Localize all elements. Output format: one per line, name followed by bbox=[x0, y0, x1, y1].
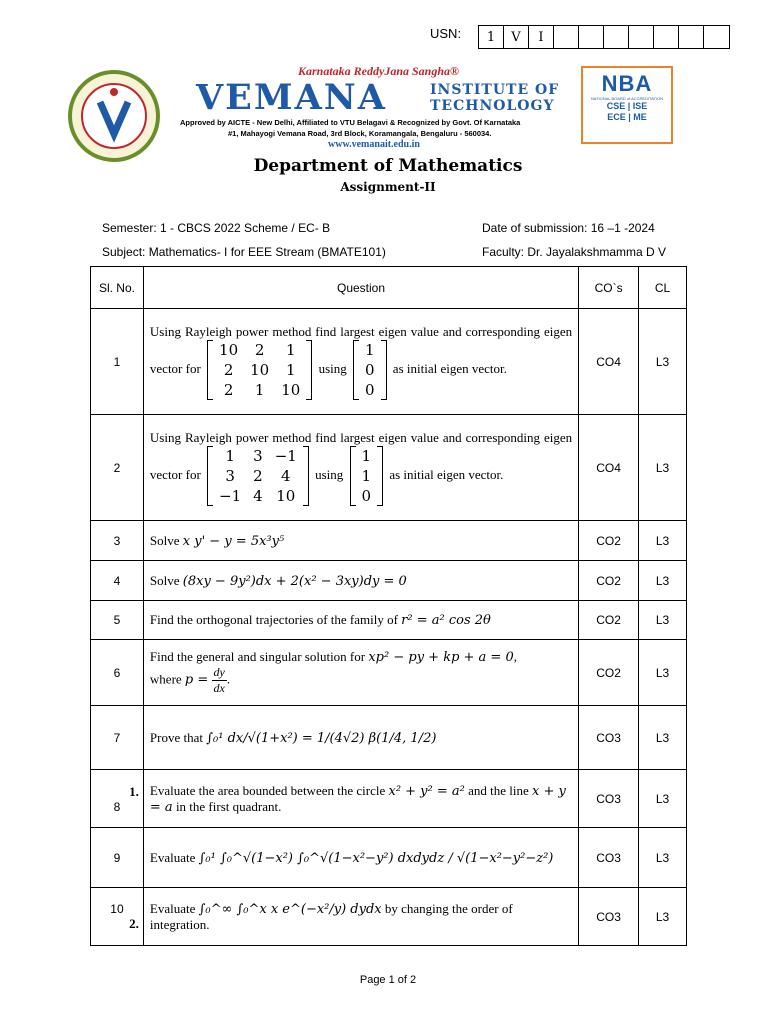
cl-value: L3 bbox=[639, 415, 687, 521]
question-prompt: Using Rayleigh power method find largest eigen value and corresponding eigen vector for bbox=[149, 323, 573, 376]
submission-date: Date of submission: 16 –1 -2024 bbox=[482, 221, 655, 235]
question-text bbox=[143, 706, 578, 770]
question-number bbox=[91, 888, 144, 946]
question-number: 3 bbox=[91, 521, 144, 561]
usn-cell bbox=[554, 26, 579, 48]
p-label: p = bbox=[184, 672, 209, 688]
using-word: using bbox=[318, 360, 347, 376]
question-text bbox=[143, 309, 578, 415]
org-address: #1, Mahayogi Vemana Road, 3rd Block, Koramangala, Bengaluru - 560034. bbox=[228, 129, 492, 138]
org-name-line1: INSTITUTE OF bbox=[430, 82, 560, 98]
cl-value: L3 bbox=[639, 640, 687, 706]
nba-logo-icon: NBA bbox=[601, 71, 653, 96]
matrix: 10 2 1 2 10 1 2 1 10 bbox=[207, 340, 312, 400]
questions-table bbox=[90, 266, 687, 946]
usn-cell bbox=[654, 26, 679, 48]
faculty-info: Faculty: Dr. Jayalakshmamma D V bbox=[482, 245, 667, 259]
cl-value: L3 bbox=[639, 601, 687, 640]
question-text bbox=[143, 601, 578, 640]
page-number: Page 1 of 2 bbox=[359, 974, 417, 986]
table-row bbox=[91, 706, 687, 770]
initial-vector: 1 0 0 bbox=[353, 340, 387, 400]
question-text bbox=[143, 521, 578, 561]
p-fraction: $\frac{dy}{dx}$ bbox=[213, 665, 225, 695]
equation: r² = a² cos 2θ bbox=[401, 613, 491, 628]
co-value: CO3 bbox=[579, 888, 639, 946]
cl-value: L3 bbox=[639, 770, 687, 828]
cl-value: L3 bbox=[639, 888, 687, 946]
header-question: Question bbox=[143, 267, 578, 309]
cl-value: L3 bbox=[639, 706, 687, 770]
cl-value: L3 bbox=[639, 828, 687, 888]
question-text: Find the general and singular solution for xp² − py + kp + a = 0, where p = $\frac{dy}{dx}$ . bbox=[143, 640, 578, 706]
question-prompt: Solve bbox=[149, 532, 180, 548]
question-text bbox=[143, 561, 578, 601]
question-suffix: by changing the order of integration. bbox=[149, 900, 513, 932]
co-value: CO2 bbox=[579, 640, 639, 706]
question-suffix: in the first quadrant. bbox=[175, 798, 282, 814]
table-row bbox=[91, 770, 687, 828]
table-row bbox=[91, 601, 687, 640]
nba-programs-2: ECE | ME bbox=[607, 112, 647, 122]
co-value: CO4 bbox=[579, 309, 639, 415]
question-text bbox=[143, 415, 578, 521]
equation-line: x + y = a bbox=[149, 783, 566, 815]
co-value: CO2 bbox=[579, 601, 639, 640]
question-number bbox=[91, 770, 144, 828]
question-text bbox=[143, 828, 578, 888]
table-row bbox=[91, 561, 687, 601]
org-approval: Approved by AICTE - New Delhi, Affiliated to VTU Belagavi & Recognized by Govt. Of Karnataka bbox=[180, 118, 521, 127]
co-value: CO2 bbox=[579, 561, 639, 601]
usn-cell: 1 bbox=[479, 26, 504, 48]
org-website: www.vemanait.edu.in bbox=[328, 139, 420, 150]
question-prompt: Using Rayleigh power method find largest eigen value and corresponding eigen vector for bbox=[149, 429, 573, 482]
question-number: 1 bbox=[91, 309, 144, 415]
nba-programs-1: CSE | ISE bbox=[606, 101, 648, 111]
assignment-title: Assignment-II bbox=[340, 180, 436, 194]
usn-cell bbox=[679, 26, 704, 48]
question-text bbox=[143, 888, 578, 946]
question-number-value: 10 bbox=[110, 901, 124, 916]
list-marker: 2. bbox=[129, 915, 139, 931]
usn-cell bbox=[629, 26, 654, 48]
question-prompt: Evaluate the area bounded between the circle bbox=[149, 782, 386, 798]
list-marker: 1. bbox=[129, 783, 139, 799]
question-prompt: Evaluate bbox=[149, 900, 196, 916]
question-suffix: as initial eigen vector. bbox=[392, 360, 507, 376]
question-prompt: Evaluate bbox=[149, 849, 196, 865]
table-header-row bbox=[91, 267, 687, 309]
usn-cell bbox=[604, 26, 629, 48]
cl-value: L3 bbox=[639, 309, 687, 415]
department-title: Department of Mathematics bbox=[253, 156, 523, 176]
subject-info: Subject: Mathematics- I for EEE Stream (BMATE101) bbox=[102, 245, 386, 259]
equation: x² + y² = a² bbox=[388, 783, 465, 799]
co-value: CO4 bbox=[579, 415, 639, 521]
co-value: CO3 bbox=[579, 828, 639, 888]
institute-emblem-icon bbox=[66, 68, 162, 164]
co-value: CO3 bbox=[579, 706, 639, 770]
question-prompt: Find the orthogonal trajectories of the family of bbox=[149, 612, 398, 627]
equation: x y' − y = 5x³y⁵ bbox=[182, 533, 285, 549]
usn-label: USN: bbox=[430, 26, 462, 41]
question-number: 7 bbox=[91, 706, 144, 770]
org-name: VEMANA bbox=[196, 77, 387, 118]
question-number: 2 bbox=[91, 415, 144, 521]
question-connector: and the line bbox=[468, 782, 529, 798]
table-row bbox=[91, 309, 687, 415]
question-prompt: Prove that bbox=[149, 729, 203, 745]
org-name-line2: TECHNOLOGY bbox=[430, 98, 555, 114]
equation: ∫₀^∞ ∫₀^x x e^(−x²/y) dydx bbox=[198, 901, 382, 917]
initial-vector: 1 1 0 bbox=[350, 446, 384, 506]
co-value: CO3 bbox=[579, 770, 639, 828]
header-sl-no: Sl. No. bbox=[91, 267, 144, 309]
question-number: 6 bbox=[91, 640, 144, 706]
question-number: 4 bbox=[91, 561, 144, 601]
question-prompt: Solve bbox=[149, 572, 180, 588]
question-number: 9 bbox=[91, 828, 144, 888]
question-number-value: 8 bbox=[113, 799, 121, 814]
question-prompt: Find the general and singular solution for bbox=[149, 649, 366, 664]
usn-cell bbox=[579, 26, 604, 48]
nba-badge bbox=[581, 66, 673, 144]
table-row bbox=[91, 828, 687, 888]
org-name-suffix bbox=[430, 82, 559, 114]
nba-subtitle: NATIONAL BOARD of ACCREDITATION bbox=[590, 96, 664, 101]
question-number: 5 bbox=[91, 601, 144, 640]
org-sangha: Karnataka ReddyJana Sangha® bbox=[298, 64, 459, 78]
usn-boxes bbox=[478, 25, 730, 49]
question-text bbox=[143, 770, 578, 828]
cl-value: L3 bbox=[639, 521, 687, 561]
usn-cell: I bbox=[529, 26, 554, 48]
usn-cell bbox=[704, 26, 729, 48]
equation: ∫₀¹ ∫₀^√(1−x²) ∫₀^√(1−x²−y²) dxdydz / √(1−x²−y²−z²) bbox=[198, 850, 554, 866]
question-suffix: as initial eigen vector. bbox=[389, 466, 504, 482]
cl-value: L3 bbox=[639, 561, 687, 601]
table-row bbox=[91, 521, 687, 561]
equation: (8xy − 9y²)dx + 2(x² − 3xy)dy = 0 bbox=[182, 573, 407, 589]
matrix: 1 3 −1 3 2 4 −1 4 10 bbox=[207, 446, 309, 506]
equation: ∫₀¹ dx/√(1+x²) = 1/(4√2) β(1/4, 1/2) bbox=[206, 730, 437, 746]
usn-cell: V bbox=[504, 26, 529, 48]
table-row bbox=[91, 640, 687, 706]
header-cos: CO`s bbox=[579, 267, 639, 309]
co-value: CO2 bbox=[579, 521, 639, 561]
semester-info: Semester: 1 - CBCS 2022 Scheme / EC- B bbox=[102, 221, 331, 235]
header-cl: CL bbox=[639, 267, 687, 309]
table-row bbox=[91, 415, 687, 521]
equation: xp² − py + kp + a = 0 bbox=[368, 650, 514, 665]
using-word: using bbox=[315, 466, 344, 482]
table-row bbox=[91, 888, 687, 946]
where-word: where bbox=[149, 671, 182, 687]
